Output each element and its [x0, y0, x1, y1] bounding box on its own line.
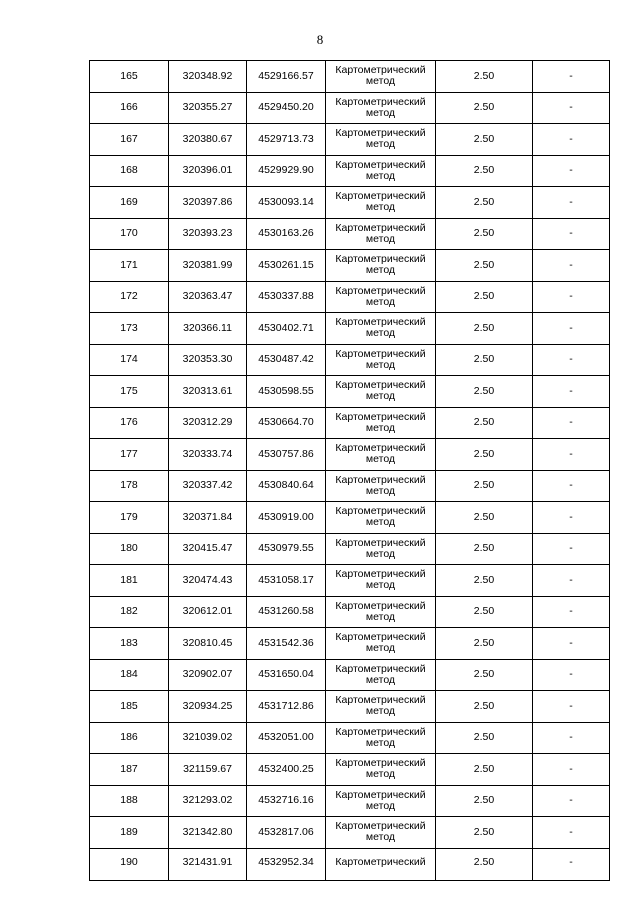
- coordinate-y-cell: 4530487.42: [247, 344, 326, 376]
- table-row: [90, 376, 610, 408]
- method-cell: Картометрический метод: [326, 124, 436, 156]
- method-cell: Картометрический метод: [326, 92, 436, 124]
- point-number-cell: 174: [90, 344, 169, 376]
- accuracy-cell: 2.50: [436, 407, 533, 439]
- point-number-cell: 166: [90, 92, 169, 124]
- table-row: [90, 596, 610, 628]
- method-cell: Картометрический метод: [326, 502, 436, 534]
- note-cell: -: [533, 722, 610, 754]
- point-number-cell: 190: [90, 848, 169, 880]
- coordinate-y-cell: 4532051.00: [247, 722, 326, 754]
- note-cell: -: [533, 376, 610, 408]
- page-number: 8: [316, 32, 324, 47]
- point-number-cell: 171: [90, 250, 169, 282]
- method-cell: Картометрический: [326, 848, 436, 880]
- note-cell: -: [533, 344, 610, 376]
- coordinate-x-cell: 320348.92: [169, 61, 247, 93]
- coordinate-x-cell: 320397.86: [169, 187, 247, 219]
- coordinate-y-cell: 4530757.86: [247, 439, 326, 471]
- coordinate-y-cell: 4529929.90: [247, 155, 326, 187]
- point-number-cell: 168: [90, 155, 169, 187]
- point-number-cell: 184: [90, 659, 169, 691]
- coordinate-y-cell: 4532400.25: [247, 754, 326, 786]
- table-row: [90, 313, 610, 345]
- note-cell: -: [533, 659, 610, 691]
- method-cell: Картометрический метод: [326, 250, 436, 282]
- method-cell: Картометрический метод: [326, 344, 436, 376]
- note-cell: -: [533, 124, 610, 156]
- coordinate-y-cell: 4529713.73: [247, 124, 326, 156]
- point-number-cell: 177: [90, 439, 169, 471]
- accuracy-cell: 2.50: [436, 596, 533, 628]
- table-row: [90, 61, 610, 93]
- note-cell: -: [533, 470, 610, 502]
- coordinate-x-cell: 320810.45: [169, 628, 247, 660]
- note-cell: -: [533, 533, 610, 565]
- method-cell: Картометрический метод: [326, 313, 436, 345]
- table-row: [90, 785, 610, 817]
- accuracy-cell: 2.50: [436, 785, 533, 817]
- coordinate-y-cell: 4532952.34: [247, 848, 326, 880]
- coordinate-x-cell: 320312.29: [169, 407, 247, 439]
- coordinates-table-body: [90, 61, 610, 881]
- accuracy-cell: 2.50: [436, 155, 533, 187]
- table-row: [90, 439, 610, 471]
- point-number-cell: 179: [90, 502, 169, 534]
- point-number-cell: 186: [90, 722, 169, 754]
- accuracy-cell: 2.50: [436, 344, 533, 376]
- coordinate-y-cell: 4531058.17: [247, 565, 326, 597]
- coordinate-x-cell: 321342.80: [169, 817, 247, 849]
- point-number-cell: 183: [90, 628, 169, 660]
- note-cell: -: [533, 281, 610, 313]
- table-row: [90, 691, 610, 723]
- coordinate-x-cell: 320380.67: [169, 124, 247, 156]
- coordinate-y-cell: 4532716.16: [247, 785, 326, 817]
- method-cell: Картометрический метод: [326, 754, 436, 786]
- coordinate-y-cell: 4530093.14: [247, 187, 326, 219]
- method-cell: Картометрический метод: [326, 407, 436, 439]
- coordinate-x-cell: 321159.67: [169, 754, 247, 786]
- coordinate-x-cell: 320612.01: [169, 596, 247, 628]
- coordinate-x-cell: 320902.07: [169, 659, 247, 691]
- point-number-cell: 172: [90, 281, 169, 313]
- accuracy-cell: 2.50: [436, 187, 533, 219]
- point-number-cell: 178: [90, 470, 169, 502]
- coordinate-x-cell: 320355.27: [169, 92, 247, 124]
- coordinate-y-cell: 4530664.70: [247, 407, 326, 439]
- method-cell: Картометрический метод: [326, 218, 436, 250]
- coordinate-x-cell: 320337.42: [169, 470, 247, 502]
- method-cell: Картометрический метод: [326, 565, 436, 597]
- method-cell: Картометрический метод: [326, 439, 436, 471]
- coordinate-x-cell: 321039.02: [169, 722, 247, 754]
- accuracy-cell: 2.50: [436, 61, 533, 93]
- note-cell: -: [533, 502, 610, 534]
- coordinate-x-cell: 321431.91: [169, 848, 247, 880]
- note-cell: -: [533, 785, 610, 817]
- note-cell: -: [533, 313, 610, 345]
- table-row: [90, 344, 610, 376]
- coordinate-x-cell: 320381.99: [169, 250, 247, 282]
- note-cell: -: [533, 61, 610, 93]
- accuracy-cell: 2.50: [436, 722, 533, 754]
- coordinate-x-cell: 320474.43: [169, 565, 247, 597]
- coordinate-y-cell: 4530840.64: [247, 470, 326, 502]
- table-row: [90, 470, 610, 502]
- accuracy-cell: 2.50: [436, 124, 533, 156]
- accuracy-cell: 2.50: [436, 565, 533, 597]
- table-row: [90, 155, 610, 187]
- note-cell: -: [533, 691, 610, 723]
- table-row: [90, 502, 610, 534]
- coordinate-y-cell: 4531650.04: [247, 659, 326, 691]
- method-cell: Картометрический метод: [326, 533, 436, 565]
- method-cell: Картометрический метод: [326, 817, 436, 849]
- coordinate-y-cell: 4530598.55: [247, 376, 326, 408]
- coordinate-x-cell: 320415.47: [169, 533, 247, 565]
- coordinate-x-cell: 320366.11: [169, 313, 247, 345]
- point-number-cell: 173: [90, 313, 169, 345]
- coordinate-x-cell: 320353.30: [169, 344, 247, 376]
- coordinate-x-cell: 320396.01: [169, 155, 247, 187]
- method-cell: Картометрический метод: [326, 61, 436, 93]
- method-cell: Картометрический метод: [326, 596, 436, 628]
- note-cell: -: [533, 407, 610, 439]
- method-cell: Картометрический метод: [326, 187, 436, 219]
- point-number-cell: 175: [90, 376, 169, 408]
- method-cell: Картометрический метод: [326, 628, 436, 660]
- table-row: [90, 533, 610, 565]
- accuracy-cell: 2.50: [436, 92, 533, 124]
- accuracy-cell: 2.50: [436, 470, 533, 502]
- table-row: [90, 659, 610, 691]
- coordinate-y-cell: 4531712.86: [247, 691, 326, 723]
- coordinate-y-cell: 4530402.71: [247, 313, 326, 345]
- coordinate-x-cell: 320934.25: [169, 691, 247, 723]
- method-cell: Картометрический метод: [326, 722, 436, 754]
- accuracy-cell: 2.50: [436, 281, 533, 313]
- point-number-cell: 189: [90, 817, 169, 849]
- accuracy-cell: 2.50: [436, 376, 533, 408]
- point-number-cell: 169: [90, 187, 169, 219]
- table-row: [90, 281, 610, 313]
- table-row: [90, 754, 610, 786]
- note-cell: -: [533, 817, 610, 849]
- note-cell: -: [533, 565, 610, 597]
- coordinate-y-cell: 4530919.00: [247, 502, 326, 534]
- note-cell: -: [533, 439, 610, 471]
- accuracy-cell: 2.50: [436, 848, 533, 880]
- method-cell: Картометрический метод: [326, 281, 436, 313]
- coordinates-table: [89, 60, 610, 881]
- table-row: [90, 124, 610, 156]
- note-cell: -: [533, 754, 610, 786]
- note-cell: -: [533, 848, 610, 880]
- coordinate-y-cell: 4529450.20: [247, 92, 326, 124]
- table-row: [90, 92, 610, 124]
- table-row: [90, 250, 610, 282]
- table-row: [90, 628, 610, 660]
- coordinate-y-cell: 4532817.06: [247, 817, 326, 849]
- coordinate-x-cell: 321293.02: [169, 785, 247, 817]
- coordinate-y-cell: 4529166.57: [247, 61, 326, 93]
- table-row: [90, 848, 610, 880]
- method-cell: Картометрический метод: [326, 691, 436, 723]
- note-cell: -: [533, 187, 610, 219]
- coordinate-y-cell: 4531260.58: [247, 596, 326, 628]
- method-cell: Картометрический метод: [326, 659, 436, 691]
- coordinate-x-cell: 320333.74: [169, 439, 247, 471]
- coordinate-y-cell: 4530163.26: [247, 218, 326, 250]
- coordinate-x-cell: 320363.47: [169, 281, 247, 313]
- point-number-cell: 180: [90, 533, 169, 565]
- note-cell: -: [533, 155, 610, 187]
- table-row: [90, 187, 610, 219]
- point-number-cell: 176: [90, 407, 169, 439]
- point-number-cell: 165: [90, 61, 169, 93]
- method-cell: Картометрический метод: [326, 470, 436, 502]
- accuracy-cell: 2.50: [436, 250, 533, 282]
- coordinate-x-cell: 320313.61: [169, 376, 247, 408]
- point-number-cell: 170: [90, 218, 169, 250]
- accuracy-cell: 2.50: [436, 659, 533, 691]
- accuracy-cell: 2.50: [436, 533, 533, 565]
- note-cell: -: [533, 596, 610, 628]
- method-cell: Картометрический метод: [326, 376, 436, 408]
- method-cell: Картометрический метод: [326, 785, 436, 817]
- note-cell: -: [533, 250, 610, 282]
- accuracy-cell: 2.50: [436, 754, 533, 786]
- point-number-cell: 187: [90, 754, 169, 786]
- note-cell: -: [533, 628, 610, 660]
- accuracy-cell: 2.50: [436, 218, 533, 250]
- point-number-cell: 185: [90, 691, 169, 723]
- accuracy-cell: 2.50: [436, 439, 533, 471]
- accuracy-cell: 2.50: [436, 313, 533, 345]
- point-number-cell: 182: [90, 596, 169, 628]
- coordinate-y-cell: 4530261.15: [247, 250, 326, 282]
- point-number-cell: 167: [90, 124, 169, 156]
- coordinate-y-cell: 4530337.88: [247, 281, 326, 313]
- accuracy-cell: 2.50: [436, 691, 533, 723]
- coordinate-x-cell: 320393.23: [169, 218, 247, 250]
- point-number-cell: 188: [90, 785, 169, 817]
- accuracy-cell: 2.50: [436, 502, 533, 534]
- table-row: [90, 218, 610, 250]
- table-row: [90, 722, 610, 754]
- method-cell: Картометрический метод: [326, 155, 436, 187]
- accuracy-cell: 2.50: [436, 817, 533, 849]
- coordinate-x-cell: 320371.84: [169, 502, 247, 534]
- coordinate-y-cell: 4530979.55: [247, 533, 326, 565]
- accuracy-cell: 2.50: [436, 628, 533, 660]
- table-row: [90, 407, 610, 439]
- table-row: [90, 817, 610, 849]
- note-cell: -: [533, 92, 610, 124]
- coordinate-y-cell: 4531542.36: [247, 628, 326, 660]
- note-cell: -: [533, 218, 610, 250]
- table-row: [90, 565, 610, 597]
- point-number-cell: 181: [90, 565, 169, 597]
